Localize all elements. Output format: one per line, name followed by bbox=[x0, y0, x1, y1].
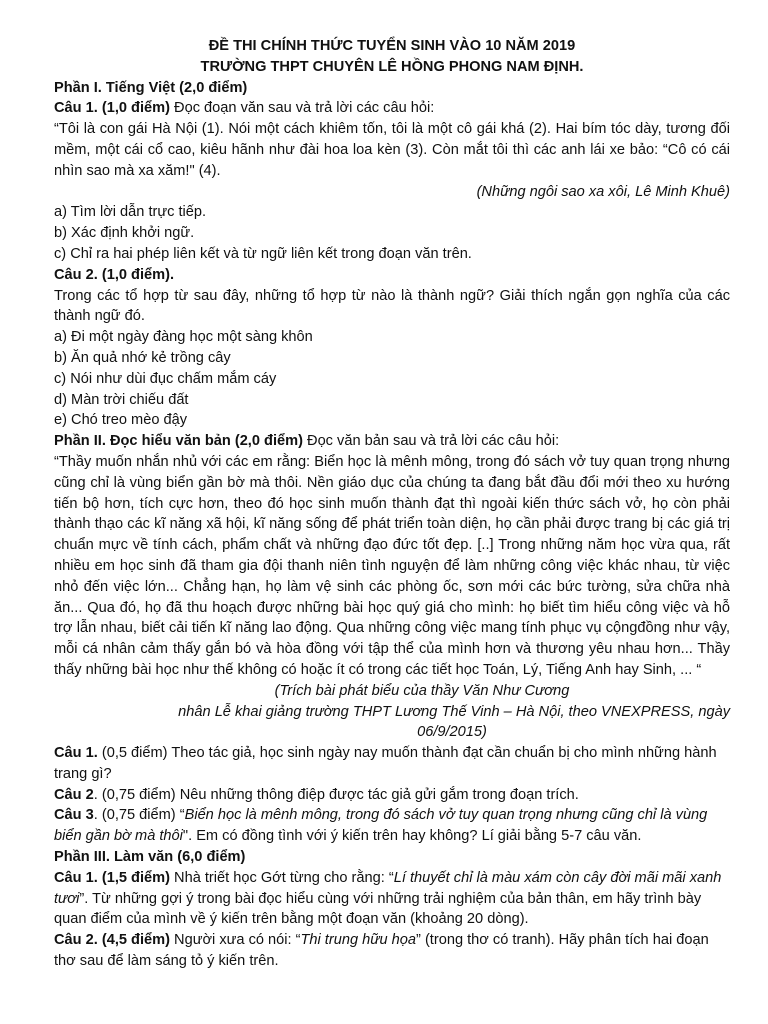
part3-q2-quote: Thi trung hữu họa bbox=[300, 932, 417, 949]
part3-q1-quote: Lí thuyết chỉ là màu xám còn cây đời mãi mãi xanh tươi bbox=[54, 869, 722, 907]
part3-q1-text-after: ”. Từ những gợi ý trong bài đọc hiểu cùng với những trải nghiệm của bản thân, em hãy trình bày quan điểm của mình về ý kiến trên bằng một đoạn văn (khoảng 20 dòng). bbox=[54, 890, 702, 928]
part1-q1-label: Câu 1. (1,0 điểm) bbox=[54, 100, 170, 117]
part2-q3-text-after: ". Em có đồng tình với ý kiến trên hay không? Lí giải bằng 5-7 câu văn. bbox=[182, 828, 642, 845]
part1-q1-item-a: a) Tìm lời dẫn trực tiếp. bbox=[54, 204, 207, 221]
part3-q2-text-after: ” (trong thơ có tranh). Hãy phân tích hai đoạn thơ sau để làm sáng tỏ ý kiến trên. bbox=[54, 932, 709, 970]
part3-q1-label: Câu 1. (1,5 điểm) bbox=[54, 869, 170, 886]
part1-q1-passage: “Tôi là con gái Hà Nội (1). Nói một cách khiêm tốn, tôi là một cô gái khá (2). Hai bím tóc dày, tương đối mềm, một cái cổ cao, kiêu hãnh như đài hoa loa kèn (3). Còn mắt tôi thì các anh lái xe bảo: “Cô có cái nhìn sao mà xa xăm!" (4). bbox=[54, 121, 730, 179]
exam-title-line-2: TRƯỜNG THPT CHUYÊN LÊ HỒNG PHONG NAM ĐỊNH. bbox=[200, 58, 584, 75]
part1-q1-prompt: Đọc đoạn văn sau và trả lời các câu hỏi: bbox=[169, 100, 435, 117]
part1-q2-prompt: Trong các tổ hợp từ sau đây, những tổ hợp từ nào là thành ngữ? Giải thích ngắn gọn nghĩa của các thành ngữ đó. bbox=[54, 287, 730, 325]
part3-q1 bbox=[54, 868, 730, 930]
exam-page bbox=[54, 36, 730, 972]
part2-q3-label: Câu 3 bbox=[54, 807, 94, 824]
part2-q2 bbox=[54, 785, 730, 806]
part3-heading: Phần III. Làm văn (6,0 điểm) bbox=[54, 849, 246, 866]
exam-title-line-1: ĐỀ THI CHÍNH THỨC TUYỂN SINH VÀO 10 NĂM 2019 bbox=[208, 38, 576, 54]
part3-q2 bbox=[54, 930, 730, 972]
part1-q1-item-c: c) Chỉ ra hai phép liên kết và từ ngữ liên kết trong đoạn văn trên. bbox=[54, 245, 472, 262]
part2-heading: Phần II. Đọc hiểu văn bản (2,0 điểm) bbox=[54, 433, 303, 450]
part1-q1 bbox=[54, 98, 730, 119]
part2-source-line-2: nhân Lễ khai giảng trường THPT Lương Thế Vinh – Hà Nội, theo VNEXPRESS, ngày bbox=[178, 703, 730, 720]
part1-q2-item-e: e) Chó treo mèo đậy bbox=[54, 412, 188, 429]
part2-heading-line bbox=[54, 431, 730, 452]
part1-q2-item-a: a) Đi một ngày đàng học một sàng khôn bbox=[54, 329, 313, 346]
part1-q1-source: (Những ngôi sao xa xôi, Lê Minh Khuê) bbox=[476, 183, 730, 200]
part3-q2-text-before: Người xưa có nói: “ bbox=[169, 932, 301, 949]
part2-q1-text: (0,5 điểm) Theo tác giả, học sinh ngày nay muốn thành đạt cần chuẩn bị cho mình những hành trang gì? bbox=[54, 745, 717, 782]
part2-source-line-1: (Trích bài phát biểu của thầy Văn Như Cương bbox=[274, 682, 570, 699]
part2-q1 bbox=[54, 743, 730, 785]
part2-q3-text-before: . (0,75 điểm) “ bbox=[93, 807, 185, 824]
part3-q2-label: Câu 2. (4,5 điểm) bbox=[54, 932, 170, 949]
part2-passage: “Thầy muốn nhắn nhủ với các em rằng: Biển học là mênh mông, trong đó sách vở tuy quan trọng nhưng cũng chỉ là vùng biển gần bờ mà thôi. Nền giáo dục của chúng ta đang bắt đầu đổi mới theo xu hướng tiến bộ hơn, tích cực hơn, theo đó học sinh muốn thành đạt thì ngoài kiến thức sách vở, họ còn phải thành thạo các kĩ năng xã hội, kĩ năng sống để phát triển toàn diện, họ cần phải được trang bị các giá trị chuẩn mực về tính cách, phẩm chất và những đạo đức tốt đẹp. [..] Trong những năm học vừa qua, rất nhiều em học sinh đã tham gia đội thanh niên tình nguyện để làm những công việc khác nhau, từ việc nhỏ đến việc lớn... Chẳng hạn, họ làm vệ sinh các phòng ốc, sơn mới các bức tường, sửa chữa nhà ăn... Qua đó, họ đã thu hoạch được những bài học quý giá cho mình: họ biết tìm hiểu công việc và hỗ trợ lẫn nhau, biết cải tiến kĩ năng lao động. Qua những công việc mang tính phục vụ cộngđồng như vậy, mỗi cá nhân cảm thấy gắn bó và hòa đồng với tập thể của mình hơn và thương yêu nhau hơn... Thầy thấy những bài học như thế không có hoặc ít có trong các tiết học Toán, Lý, Tiếng Anh hay Sinh, ... “ bbox=[54, 453, 730, 678]
part1-q2-item-d: d) Màn trời chiếu đất bbox=[54, 391, 189, 408]
part1-q2-label: Câu 2. (1,0 điểm). bbox=[54, 266, 175, 283]
part2-q3 bbox=[54, 805, 730, 847]
part2-source-line-3: 06/9/2015) bbox=[417, 724, 487, 741]
part2-q1-label: Câu 1. bbox=[54, 745, 98, 762]
part2-q2-label: Câu 2 bbox=[54, 786, 94, 803]
part1-heading: Phần I. Tiếng Việt (2,0 điểm) bbox=[54, 79, 248, 96]
part1-q1-item-b: b) Xác định khởi ngữ. bbox=[54, 225, 195, 242]
part3-q1-text-before: Nhà triết học Gớt từng cho rằng: “ bbox=[169, 869, 394, 886]
part1-q2-item-c: c) Nói như dùi đục chấm mắm cáy bbox=[54, 370, 277, 387]
part2-q2-text: . (0,75 điểm) Nêu những thông điệp được tác giả gửi gắm trong đoạn trích. bbox=[93, 786, 579, 803]
part1-q2-item-b: b) Ăn quả nhớ kẻ trồng cây bbox=[54, 349, 231, 366]
part2-prompt: Đọc văn bản sau và trả lời các câu hỏi: bbox=[302, 433, 560, 450]
part2-q3-quote: Biển học là mênh mông, trong đó sách vở tuy quan trọng nhưng cũng chỉ là vùng biển gần bờ mà thôi bbox=[54, 807, 708, 845]
